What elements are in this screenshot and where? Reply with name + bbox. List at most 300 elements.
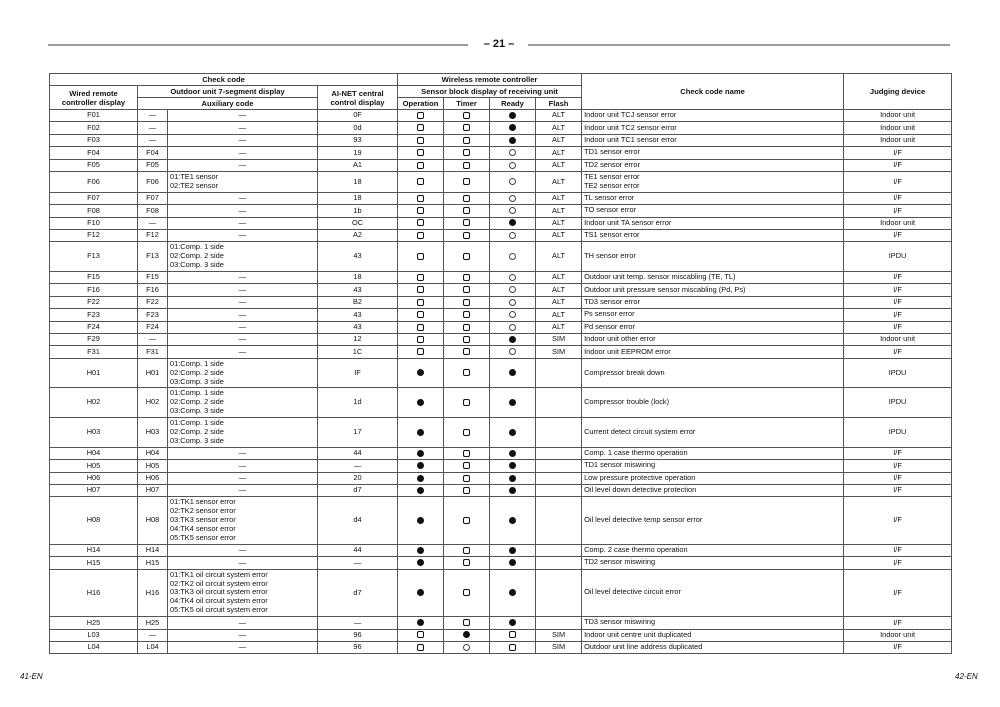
lamp-blink-icon (463, 299, 470, 306)
ainet-code-cell: d4 (318, 497, 398, 545)
operation-indicator-cell (398, 296, 444, 308)
header-judging-device: Judging device (844, 74, 952, 110)
lamp-blink-icon (463, 369, 470, 376)
operation-indicator-cell (398, 617, 444, 629)
auxiliary-code-cell: — (168, 272, 318, 284)
judging-device-cell: I/F (844, 284, 952, 296)
outdoor-code-cell: F23 (138, 309, 168, 321)
outdoor-code-cell: H06 (138, 472, 168, 484)
judging-device-cell: IPDU (844, 418, 952, 448)
header-flash: Flash (536, 98, 582, 110)
flash-cell (536, 557, 582, 569)
ainet-code-cell: A2 (318, 229, 398, 241)
auxiliary-code-cell (168, 497, 318, 545)
operation-indicator-cell (398, 484, 444, 496)
lamp-blink-icon (463, 112, 470, 119)
table-row (50, 484, 952, 496)
operation-indicator-cell (398, 388, 444, 418)
outdoor-code-cell: F07 (138, 192, 168, 204)
auxiliary-code-cell: — (168, 229, 318, 241)
wired-code-cell: F12 (50, 229, 138, 241)
operation-indicator-cell (398, 497, 444, 545)
timer-indicator-cell (444, 229, 490, 241)
judging-device-cell: I/F (844, 192, 952, 204)
check-code-name-cell (582, 309, 844, 321)
flash-cell: ALT (536, 159, 582, 171)
lamp-blink-icon (463, 619, 470, 626)
ready-indicator-cell (490, 497, 536, 545)
auxiliary-code-cell (168, 242, 318, 272)
operation-indicator-cell (398, 629, 444, 641)
flash-cell: ALT (536, 321, 582, 333)
operation-indicator-cell (398, 418, 444, 448)
ainet-code-cell: 96 (318, 641, 398, 653)
ainet-code-cell: — (318, 460, 398, 472)
lamp-blink-icon (463, 195, 470, 202)
wired-code-cell: H05 (50, 460, 138, 472)
lamp-blink-icon (417, 137, 424, 144)
table-row (50, 629, 952, 641)
auxiliary-code-cell: — (168, 309, 318, 321)
lamp-blink-icon (463, 286, 470, 293)
wired-code-cell: F03 (50, 134, 138, 146)
wired-code-cell: F01 (50, 110, 138, 122)
ainet-code-cell: 43 (318, 309, 398, 321)
auxiliary-code-cell: — (168, 159, 318, 171)
judging-device-cell: Indoor unit (844, 333, 952, 345)
lamp-blink-icon (463, 475, 470, 482)
wired-code-cell: H01 (50, 358, 138, 388)
header-outdoor-7seg: Outdoor unit 7-segment display (138, 86, 318, 98)
header-sensor-block: Sensor block display of receiving unit (398, 86, 582, 98)
lamp-blink-icon (463, 232, 470, 239)
outdoor-code-cell: F22 (138, 296, 168, 308)
flash-cell (536, 418, 582, 448)
flash-cell (536, 358, 582, 388)
auxiliary-code-cell (168, 171, 318, 192)
check-code-name-cell (582, 110, 844, 122)
lamp-on-icon (509, 589, 516, 596)
ready-indicator-cell (490, 418, 536, 448)
flash-cell (536, 447, 582, 459)
lamp-blink-icon (417, 162, 424, 169)
ready-indicator-cell (490, 569, 536, 617)
ainet-code-cell: 18 (318, 272, 398, 284)
check-code-name-cell (582, 284, 844, 296)
operation-indicator-cell (398, 544, 444, 556)
judging-device-cell: I/F (844, 296, 952, 308)
wired-code-cell: H14 (50, 544, 138, 556)
check-code-table (49, 73, 952, 654)
check-code-name-line: Indoor unit centre unit duplicated (584, 629, 692, 639)
auxiliary-code-line: 02:TK2 sensor error (170, 506, 236, 516)
operation-indicator-cell (398, 192, 444, 204)
flash-cell: ALT (536, 134, 582, 146)
ready-indicator-cell (490, 242, 536, 272)
lamp-on-icon (417, 517, 424, 524)
outdoor-code-cell: — (138, 122, 168, 134)
timer-indicator-cell (444, 544, 490, 556)
timer-indicator-cell (444, 346, 490, 358)
lamp-on-icon (417, 399, 424, 406)
lamp-on-icon (509, 450, 516, 457)
wired-code-cell: H25 (50, 617, 138, 629)
header-wireless: Wireless remote controller (398, 74, 582, 86)
lamp-blink-icon (463, 324, 470, 331)
footer-left: 41-EN (20, 672, 43, 681)
table-row (50, 472, 952, 484)
table-row (50, 159, 952, 171)
outdoor-code-cell: — (138, 134, 168, 146)
judging-device-cell: I/F (844, 497, 952, 545)
table-row (50, 147, 952, 159)
table-row (50, 217, 952, 229)
judging-device-cell: I/F (844, 171, 952, 192)
check-code-name-line: TD1 sensor miswiring (584, 460, 656, 470)
auxiliary-code-line: 02:Comp. 2 side (170, 397, 224, 407)
operation-indicator-cell (398, 358, 444, 388)
check-code-name-cell (582, 171, 844, 192)
lamp-blink-icon (417, 112, 424, 119)
table-row (50, 497, 952, 545)
timer-indicator-cell (444, 217, 490, 229)
ready-indicator-cell (490, 159, 536, 171)
flash-cell: SIM (536, 629, 582, 641)
lamp-on-icon (509, 547, 516, 554)
check-code-name-cell (582, 447, 844, 459)
lamp-on-icon (509, 219, 516, 226)
auxiliary-code-line: 01:Comp. 1 side (170, 388, 224, 398)
lamp-on-icon (509, 559, 516, 566)
lamp-blink-icon (463, 589, 470, 596)
check-code-name-cell (582, 147, 844, 159)
check-code-name-line: TE2 sensor error (584, 180, 640, 190)
ainet-code-cell: 19 (318, 147, 398, 159)
check-code-name-line: Indoor unit TCJ sensor error (584, 110, 677, 120)
lamp-on-icon (417, 589, 424, 596)
outdoor-code-cell: F16 (138, 284, 168, 296)
timer-indicator-cell (444, 242, 490, 272)
outdoor-code-cell: — (138, 333, 168, 345)
auxiliary-code-line: 03:TK3 oil circuit system error (170, 587, 268, 597)
outdoor-code-cell: H15 (138, 557, 168, 569)
lamp-on-icon (417, 547, 424, 554)
flash-cell: ALT (536, 171, 582, 192)
table-row (50, 544, 952, 556)
auxiliary-code-cell: — (168, 147, 318, 159)
lamp-off-icon (509, 274, 516, 281)
lamp-blink-icon (417, 274, 424, 281)
lamp-blink-icon (463, 207, 470, 214)
check-code-name-line: Current detect circuit system error (584, 427, 696, 436)
flash-cell: ALT (536, 284, 582, 296)
footer-right: 42-EN (955, 672, 978, 681)
ready-indicator-cell (490, 284, 536, 296)
ainet-code-cell: A1 (318, 159, 398, 171)
wired-code-cell: F10 (50, 217, 138, 229)
outdoor-code-cell: F08 (138, 205, 168, 217)
auxiliary-code-line: 03:Comp. 3 side (170, 435, 224, 445)
outdoor-code-cell: — (138, 629, 168, 641)
timer-indicator-cell (444, 629, 490, 641)
operation-indicator-cell (398, 110, 444, 122)
check-code-name-line: TE1 sensor error (584, 171, 640, 181)
wired-code-cell: F29 (50, 333, 138, 345)
outdoor-code-cell: L04 (138, 641, 168, 653)
wired-code-cell: F23 (50, 309, 138, 321)
auxiliary-code-line: 01:TK1 sensor error (170, 497, 236, 507)
ainet-code-cell: 43 (318, 284, 398, 296)
table-row (50, 272, 952, 284)
timer-indicator-cell (444, 460, 490, 472)
auxiliary-code-cell: — (168, 447, 318, 459)
auxiliary-code-cell: — (168, 205, 318, 217)
check-code-name-cell (582, 217, 844, 229)
wired-code-cell: F07 (50, 192, 138, 204)
lamp-on-icon (417, 450, 424, 457)
ainet-code-cell: OC (318, 217, 398, 229)
wired-code-cell: F15 (50, 272, 138, 284)
check-code-name-line: Comp. 2 case thermo operation (584, 545, 688, 555)
flash-cell (536, 544, 582, 556)
judging-device-cell: I/F (844, 484, 952, 496)
ainet-code-cell: B2 (318, 296, 398, 308)
wired-code-cell: H07 (50, 484, 138, 496)
table-row (50, 321, 952, 333)
auxiliary-code-cell: — (168, 346, 318, 358)
auxiliary-code-line: 01:Comp. 1 side (170, 242, 224, 252)
table-row (50, 229, 952, 241)
auxiliary-code-line: 02:Comp. 2 side (170, 251, 224, 261)
flash-cell (536, 484, 582, 496)
check-code-name-cell (582, 205, 844, 217)
operation-indicator-cell (398, 205, 444, 217)
lamp-blink-icon (463, 559, 470, 566)
check-code-name-line: Indoor unit EEPROM error (584, 346, 671, 356)
table-row (50, 284, 952, 296)
lamp-blink-icon (417, 232, 424, 239)
flash-cell: ALT (536, 242, 582, 272)
ainet-code-cell: 1C (318, 346, 398, 358)
ready-indicator-cell (490, 557, 536, 569)
ready-indicator-cell (490, 321, 536, 333)
flash-cell (536, 497, 582, 545)
lamp-on-icon (417, 429, 424, 436)
auxiliary-code-line: 03:TK3 sensor error (170, 515, 236, 525)
outdoor-code-cell: F04 (138, 147, 168, 159)
wired-code-cell: F31 (50, 346, 138, 358)
timer-indicator-cell (444, 641, 490, 653)
judging-device-cell: Indoor unit (844, 110, 952, 122)
table-row (50, 388, 952, 418)
lamp-off-icon (509, 286, 516, 293)
check-code-name-cell (582, 484, 844, 496)
table-row (50, 296, 952, 308)
operation-indicator-cell (398, 171, 444, 192)
operation-indicator-cell (398, 122, 444, 134)
ainet-code-cell: 1d (318, 388, 398, 418)
operation-indicator-cell (398, 569, 444, 617)
table-row (50, 333, 952, 345)
ready-indicator-cell (490, 205, 536, 217)
judging-device-cell: I/F (844, 205, 952, 217)
operation-indicator-cell (398, 217, 444, 229)
header-timer: Timer (444, 98, 490, 110)
check-code-name-cell (582, 460, 844, 472)
lamp-blink-icon (463, 219, 470, 226)
lamp-on-icon (509, 475, 516, 482)
judging-device-cell: Indoor unit (844, 629, 952, 641)
ainet-code-cell: 93 (318, 134, 398, 146)
operation-indicator-cell (398, 447, 444, 459)
auxiliary-code-cell: — (168, 617, 318, 629)
operation-indicator-cell (398, 147, 444, 159)
check-code-name-line: TS1 sensor error (584, 230, 640, 240)
ready-indicator-cell (490, 629, 536, 641)
lamp-blink-icon (417, 195, 424, 202)
ready-indicator-cell (490, 122, 536, 134)
lamp-on-icon (509, 429, 516, 436)
flash-cell: ALT (536, 110, 582, 122)
ready-indicator-cell (490, 346, 536, 358)
header-ready: Ready (490, 98, 536, 110)
check-code-name-line: Pd sensor error (584, 321, 635, 331)
ainet-code-cell: 1b (318, 205, 398, 217)
lamp-blink-icon (463, 253, 470, 260)
ready-indicator-cell (490, 472, 536, 484)
lamp-off-icon (509, 324, 516, 331)
auxiliary-code-cell: — (168, 284, 318, 296)
flash-cell: SIM (536, 333, 582, 345)
auxiliary-code-line: 01:TK1 oil circuit system error (170, 569, 268, 579)
judging-device-cell: I/F (844, 309, 952, 321)
lamp-on-icon (463, 631, 470, 638)
check-code-name-cell (582, 617, 844, 629)
outdoor-code-cell: F12 (138, 229, 168, 241)
flash-cell: ALT (536, 296, 582, 308)
lamp-off-icon (509, 178, 516, 185)
check-code-name-cell (582, 296, 844, 308)
ainet-code-cell: 96 (318, 629, 398, 641)
lamp-blink-icon (417, 207, 424, 214)
flash-cell (536, 569, 582, 617)
auxiliary-code-line: 03:Comp. 3 side (170, 376, 224, 386)
timer-indicator-cell (444, 617, 490, 629)
header-rule-left (48, 44, 468, 46)
check-code-name-cell (582, 192, 844, 204)
auxiliary-code-cell: — (168, 484, 318, 496)
timer-indicator-cell (444, 472, 490, 484)
check-code-name-cell (582, 358, 844, 388)
check-code-name-cell (582, 346, 844, 358)
table-row (50, 460, 952, 472)
table-row (50, 309, 952, 321)
auxiliary-code-line: 05:TK5 oil circuit system error (170, 605, 268, 615)
wired-code-cell: H06 (50, 472, 138, 484)
check-code-name-cell (582, 629, 844, 641)
judging-device-cell: IPDU (844, 358, 952, 388)
judging-device-cell: I/F (844, 272, 952, 284)
outdoor-code-cell: H04 (138, 447, 168, 459)
check-code-name-line: Comp. 1 case thermo operation (584, 448, 688, 458)
wired-code-cell: F16 (50, 284, 138, 296)
table-row (50, 346, 952, 358)
lamp-blink-icon (417, 644, 424, 651)
auxiliary-code-cell: — (168, 192, 318, 204)
check-code-name-line: TD1 sensor error (584, 147, 640, 157)
lamp-off-icon (509, 348, 516, 355)
table-row (50, 205, 952, 217)
flash-cell: ALT (536, 147, 582, 159)
ready-indicator-cell (490, 388, 536, 418)
lamp-on-icon (509, 619, 516, 626)
check-code-name-line: Compressor trouble (lock) (584, 397, 670, 407)
header-auxiliary-code: Auxiliary code (138, 98, 318, 110)
check-code-name-line: Outdoor unit line address duplicated (584, 642, 703, 652)
lamp-blink-icon (417, 286, 424, 293)
table-row (50, 192, 952, 204)
auxiliary-code-cell: — (168, 217, 318, 229)
lamp-off-icon (509, 299, 516, 306)
ready-indicator-cell (490, 484, 536, 496)
header-wired-remote: Wired remote controller display (50, 86, 138, 110)
lamp-blink-icon (417, 219, 424, 226)
lamp-on-icon (417, 462, 424, 469)
judging-device-cell: I/F (844, 229, 952, 241)
judging-device-cell: I/F (844, 569, 952, 617)
operation-indicator-cell (398, 134, 444, 146)
table-row (50, 122, 952, 134)
judging-device-cell: I/F (844, 460, 952, 472)
lamp-blink-icon (417, 336, 424, 343)
judging-device-cell: Indoor unit (844, 134, 952, 146)
check-code-name-cell (582, 497, 844, 545)
timer-indicator-cell (444, 557, 490, 569)
wired-code-cell: F04 (50, 147, 138, 159)
auxiliary-code-line: 03:Comp. 3 side (170, 260, 224, 270)
table-row (50, 418, 952, 448)
lamp-off-icon (509, 207, 516, 214)
judging-device-cell: Indoor unit (844, 122, 952, 134)
check-code-name-line: Indoor unit TC2 sensor error (584, 122, 677, 132)
table-row (50, 641, 952, 653)
timer-indicator-cell (444, 296, 490, 308)
ainet-code-cell: 12 (318, 333, 398, 345)
lamp-blink-icon (463, 462, 470, 469)
wired-code-cell: H02 (50, 388, 138, 418)
lamp-on-icon (509, 137, 516, 144)
operation-indicator-cell (398, 284, 444, 296)
header-ainet: AI-NET central control display (318, 86, 398, 110)
ready-indicator-cell (490, 110, 536, 122)
operation-indicator-cell (398, 557, 444, 569)
check-code-name-cell (582, 333, 844, 345)
check-code-name-line: Indoor unit TC1 sensor error (584, 135, 677, 145)
check-code-name-line: Ps sensor error (584, 309, 635, 319)
timer-indicator-cell (444, 205, 490, 217)
check-code-name-line: Oil level detective temp sensor error (584, 515, 703, 525)
auxiliary-code-line: 04:TK4 sensor error (170, 524, 236, 534)
auxiliary-code-line: 02:Comp. 2 side (170, 427, 224, 436)
ready-indicator-cell (490, 229, 536, 241)
ainet-code-cell: 20 (318, 472, 398, 484)
flash-cell: ALT (536, 122, 582, 134)
operation-indicator-cell (398, 242, 444, 272)
lamp-blink-icon (463, 399, 470, 406)
lamp-on-icon (417, 619, 424, 626)
auxiliary-code-cell: — (168, 544, 318, 556)
header-rule-right (528, 44, 950, 46)
